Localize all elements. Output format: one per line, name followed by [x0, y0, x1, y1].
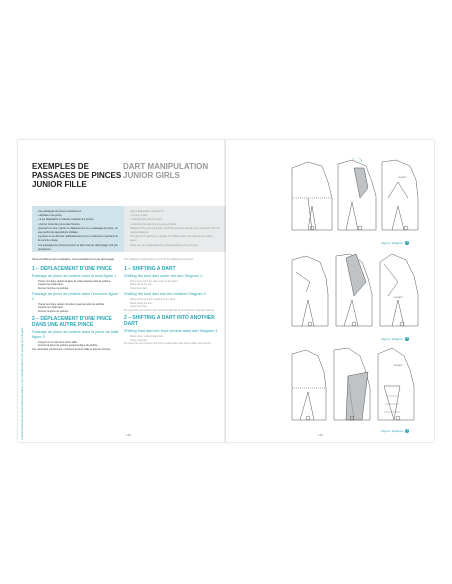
bullet-item: Fermez la pince de poitrine. — [38, 286, 69, 290]
intro-english: The slashing method will be used for the following examples. — [124, 258, 194, 261]
figure-caption: Figure / Diagram — [381, 337, 404, 341]
page-number-right: 129 — [318, 433, 324, 437]
title-french: EXEMPLES DE PASSAGES DE PINCES JUNIOR FILLE — [32, 162, 122, 189]
running-credit: Transformations du haut enfant & cadets | Top transformations for young boys & girls — [20, 327, 24, 440]
bullet-item: Fermez la pince de poitrine. — [38, 309, 69, 313]
paragraph: By using this new method, the front vertical waist dart will be wider than before. — [124, 342, 212, 346]
figure-label-1 — [381, 241, 409, 245]
bullet-item: Draw a line from the side seam to the apex. — [130, 279, 179, 283]
bullet-item: Slash along the line. — [130, 283, 153, 287]
bullet-item: Close bust dart. — [130, 338, 148, 342]
intro-box-english — [124, 206, 226, 252]
page-number-left: 128 — [126, 433, 132, 437]
figure-caption: Figure / Diagram — [381, 429, 404, 433]
figure-number: 2 — [406, 337, 408, 341]
bullet-item: Fermez la pince de poitrine jusqu'à la ligne de poitrine. — [38, 344, 99, 348]
bullet-item: Slash along the line. — [130, 301, 153, 305]
right-page — [226, 140, 434, 442]
bullet-item: Close bust dart. — [130, 305, 148, 309]
pattern-diagram-2 — [288, 252, 428, 334]
figure-label-2 — [381, 337, 409, 341]
intro-box-french-text: Ces passages de pinces consistent à : • déplacer une pince, • à les disparaître en faisant coulisser les pinces, • fourrer toute des pli ou des fronces. Quel qu'il en soit, opérer un déplacement ou un passage de pince, ne pas perdre les appositions initiales. La pince ne se déroule habituellement pour un vêtement important ou ils sont de coupe. Les passages de pinces peuvent se faire soit par découpage, soit par pivotement. — [38, 210, 118, 251]
sub-heading: Passage de pince de poitrine dans la pince de taille figure 3 — [32, 330, 119, 339]
bullet-item: Close bust dart. — [130, 286, 148, 290]
pattern-diagram-3 — [288, 346, 428, 428]
svg-text:DEVANT: DEVANT — [394, 365, 403, 367]
bullet-item: Slash down vertical waist dart. — [130, 334, 164, 338]
paragraph: Ces retouches conviennent, renforcez la pince-taille et plus les fronces. — [32, 347, 111, 351]
column-french — [32, 258, 120, 351]
sub-heading: Shifting the bust dart into the neckline Diagram 2 — [124, 292, 206, 297]
bullet-item: Tracez une ligne depuis la ligne de côté jusqu'au point de poitrine. — [38, 279, 112, 283]
section-heading: 2 – DÉPLACEMENT D'UNE PINCE DANS UNE AUTRE PINCE — [32, 316, 112, 329]
intro-french: Nous simplifions notre explication, nous procéderons ici par découpage. — [32, 258, 115, 261]
intro-box-french — [32, 206, 124, 252]
section-heading: 1 – SHIFTING A DART — [124, 266, 176, 272]
svg-text:DEVANT: DEVANT — [394, 297, 403, 299]
svg-text:DEVANT: DEVANT — [398, 177, 407, 179]
title-english: DART MANIPULATION JUNIOR GIRLS — [123, 162, 209, 180]
sub-heading: Passage de pince de poitrine dans l'encolure figure 2 — [32, 292, 119, 301]
bullet-item: Coupez sur cette ligne. — [38, 306, 64, 310]
figure-number: 1 — [406, 241, 408, 245]
left-page — [18, 140, 226, 442]
intro-box-english-text: Dart manipulation consists of: • moving a dart, • changing the size of a dart, • including the slot of a grouping of darts. Whatever the use of the dart, the final outcome should stay consistent with the original balance. The dart for 1 garment is regular, the fabric under the back of the cutting seam. Darts can be manipulated by cutting/slashing or by pivoting. — [130, 210, 220, 247]
figure-caption: Figure / Diagram — [381, 241, 404, 245]
sub-heading: Shifting the bust dart under the arm Diagram 1 — [124, 274, 203, 278]
section-heading: 1 – DÉPLACEMENT D'UNE PINCE — [32, 266, 112, 272]
pattern-diagram-1 — [288, 158, 428, 240]
bullet-item: Draw a line from the neckline to the apex. — [130, 297, 176, 301]
bullet-item: Coupez sur le trait de la pince taille. — [38, 340, 78, 344]
sub-heading: Shifting bust dart into front vertical waist dart Diagram 3 — [124, 329, 218, 334]
book-spread — [18, 140, 434, 442]
bullet-item: Tracez une ligne depuis l'encolure jusqu'au point de poitrine. — [38, 302, 105, 306]
paragraph: By using this new method, the bust dart fold has to be closed in a fan-like manner. — [124, 308, 215, 312]
column-english — [124, 258, 220, 346]
section-heading: 2 – SHIFTING A DART INTO ANOTHER DART — [124, 315, 215, 328]
figure-number: 3 — [406, 429, 408, 433]
sub-heading: Passage de pince de poitrine sous le bras figure 1 — [32, 274, 117, 278]
bullet-item: Coupez sur cette ligne. — [38, 283, 64, 287]
figure-label-3 — [381, 429, 409, 433]
